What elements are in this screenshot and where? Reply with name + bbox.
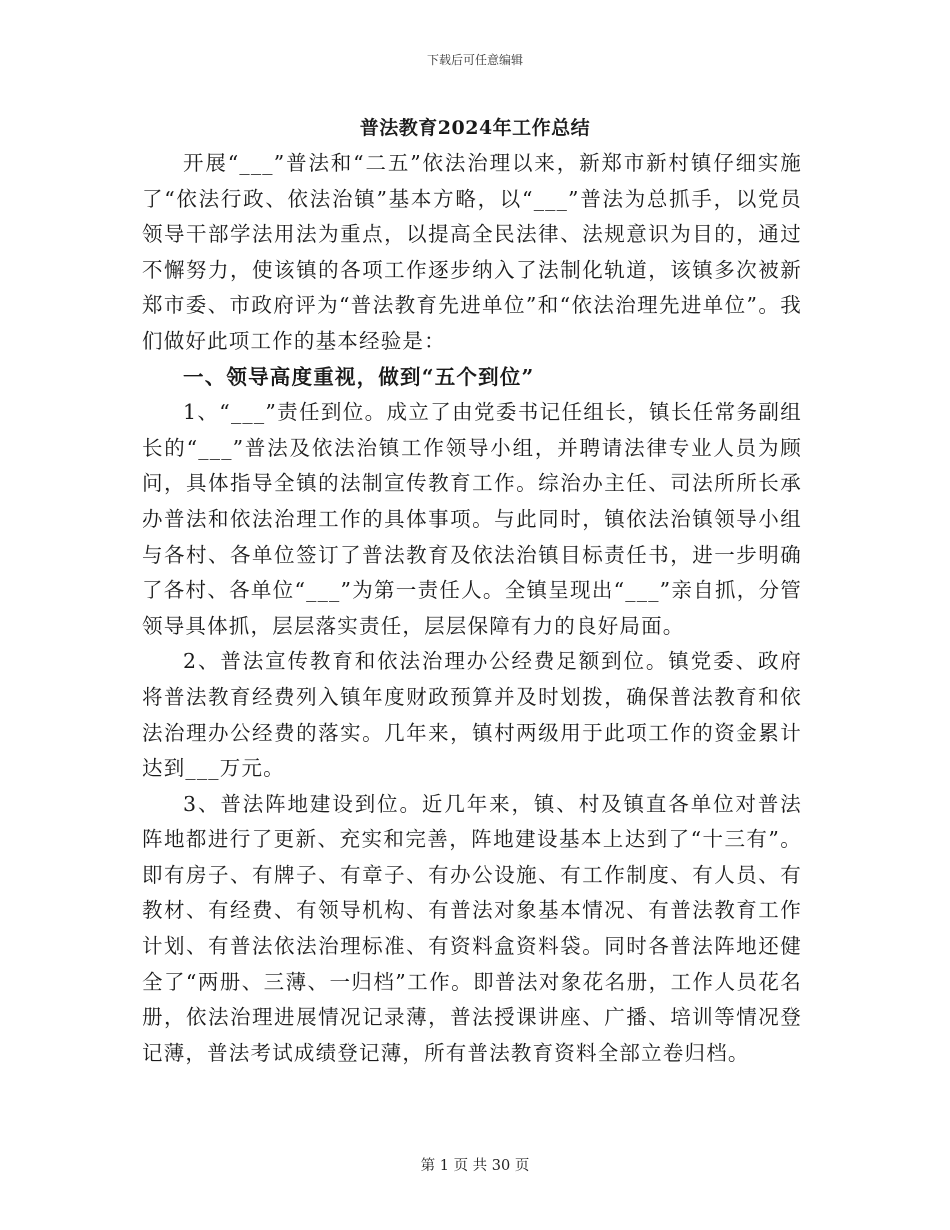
body-paragraph-1: 1、“___”责任到位。成立了由党委书记任组长，镇长任常务副组长的“___”普法及依法治镇工作领导小组，并聘请法律专业人员为顾问，具体指导全镇的法制宣传教育工作。综治办主任、司法所所长承办普法和依法治理工作的具体事项。与此同时，镇依法治镇领导小组与各村、各单位签订了普法教育及依法治镇目标责任书，进一步明确了各村、各单位“___”为第一责任人。全镇呈现出“___”亲自抓，分管领导具体抓，层层落实责任，层层保障有力的良好局面。: [142, 400, 802, 638]
section-heading-1: 一、领导高度重视，做到“五个到位”: [183, 364, 535, 389]
intro-paragraph: 开展“___”普法和“二五”依法治理以来，新郑市新村镇仔细实施了“依法行政、依法治镇”基本方略，以“___”普法为总抓手，以党员领导干部学法用法为重点，以提高全民法律、法规意识为目的，通过不懈努力，使该镇的各项工作逐步纳入了法制化轨道，该镇多次被新郑市委、市政府评为“普法教育先进单位”和“依法治理先进单位”。我们做好此项工作的基本经验是：: [142, 151, 802, 353]
page-number-footer: 第 1 页 共 30 页: [420, 1158, 530, 1174]
body-paragraph-2: 2、普法宣传教育和依法治理办公经费足额到位。镇党委、政府将普法教育经费列入镇年度财政预算并及时划拨，确保普法教育和依法治理办公经费的落实。几年来，镇村两级用于此项工作的资金累计达到___万元。: [142, 649, 802, 781]
body-paragraph-3: 3、普法阵地建设到位。近几年来，镇、村及镇直各单位对普法阵地都进行了更新、充实和完善，阵地建设基本上达到了“十三有”。即有房子、有牌子、有章子、有办公设施、有工作制度、有人员、有教材、有经费、有领导机构、有普法对象基本情况、有普法教育工作计划、有普法依法治理标准、有资料盒资料袋。同时各普法阵地还健全了“两册、三薄、一归档”工作。即普法对象花名册，工作人员花名册，依法治理进展情况记录薄，普法授课讲座、广播、培训等情况登记薄，普法考试成绩登记薄，所有普法教育资料全部立卷归档。: [142, 791, 802, 1065]
page-header-note: 下载后可任意编辑: [426, 53, 523, 67]
document-body: [142, 146, 802, 1071]
document-title: 普法教育2024年工作总结: [359, 117, 591, 139]
